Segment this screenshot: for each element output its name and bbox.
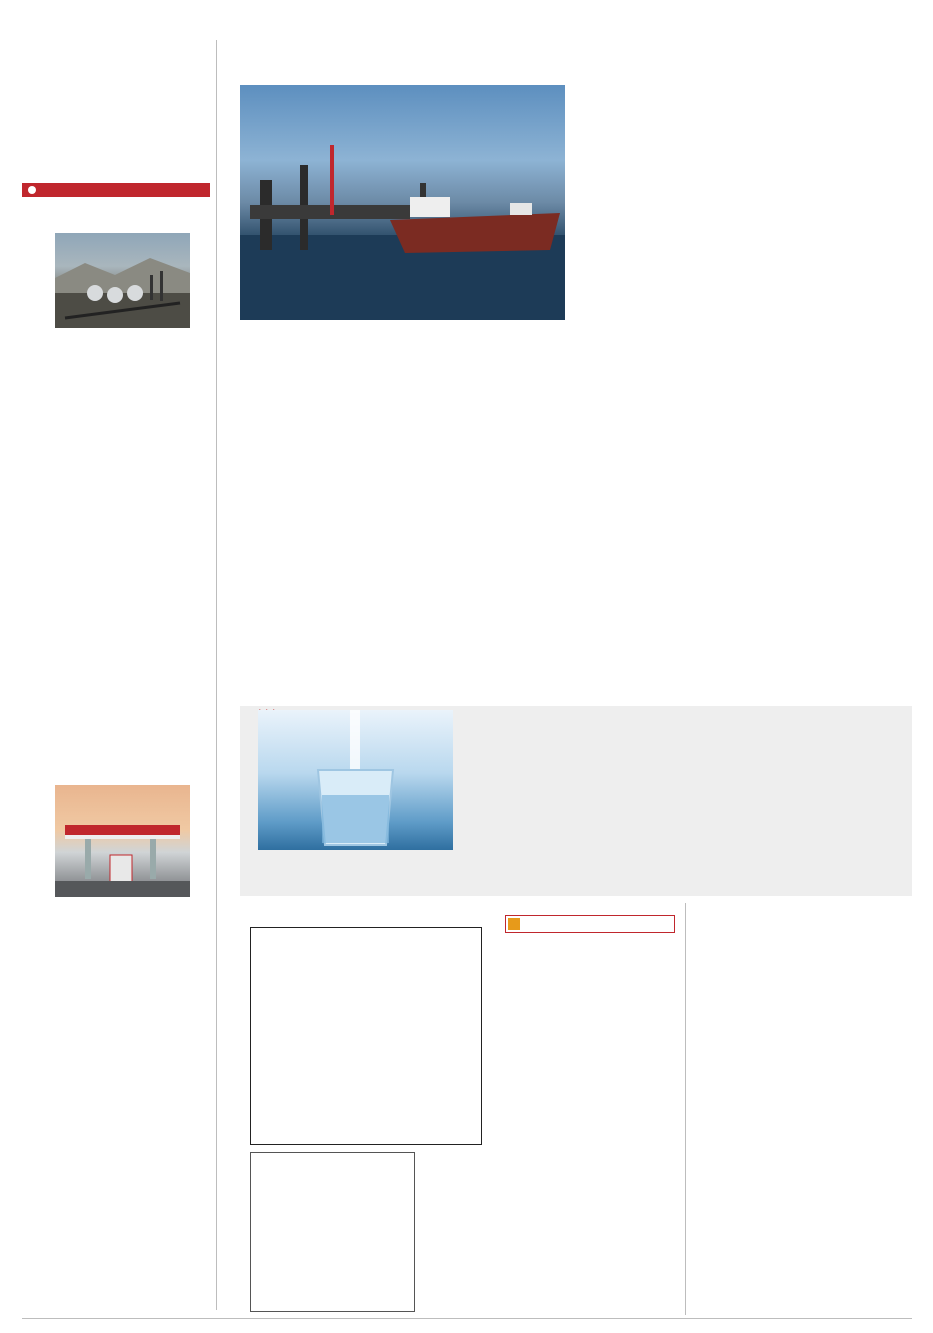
crossword-clues [505, 940, 680, 1315]
crossword-solution-label [420, 1152, 430, 1312]
terminals-article-body [690, 985, 912, 1315]
column-divider [216, 40, 217, 1310]
water-glass-photo [258, 710, 453, 850]
fuel-station-photo [55, 785, 190, 897]
main-article-column-2 [578, 210, 750, 700]
main-article-column-1 [760, 210, 910, 695]
column-divider [685, 903, 686, 1315]
box-body-3 [258, 856, 453, 892]
crossword-row-numbers [484, 927, 499, 1145]
crossword-solution-grid [250, 1152, 415, 1312]
main-article-column-3 [384, 325, 569, 700]
box-body-1 [680, 774, 902, 892]
bullet-icon [28, 186, 36, 194]
left-article-1-body [22, 340, 212, 740]
section-bar [22, 183, 210, 197]
gas-plant-photo [55, 233, 190, 328]
pencil-icon [508, 918, 520, 930]
oil-tanker-photo [240, 85, 565, 320]
crossword-title [505, 915, 675, 933]
crossword-grid[interactable] [250, 927, 482, 1145]
main-article-column-4 [240, 325, 375, 685]
newspaper-logo [22, 36, 225, 126]
left-article-2-body [22, 905, 212, 1245]
crossword-column-numbers [250, 915, 495, 927]
box-body-2 [460, 712, 672, 892]
footer-rule [22, 1318, 912, 1319]
